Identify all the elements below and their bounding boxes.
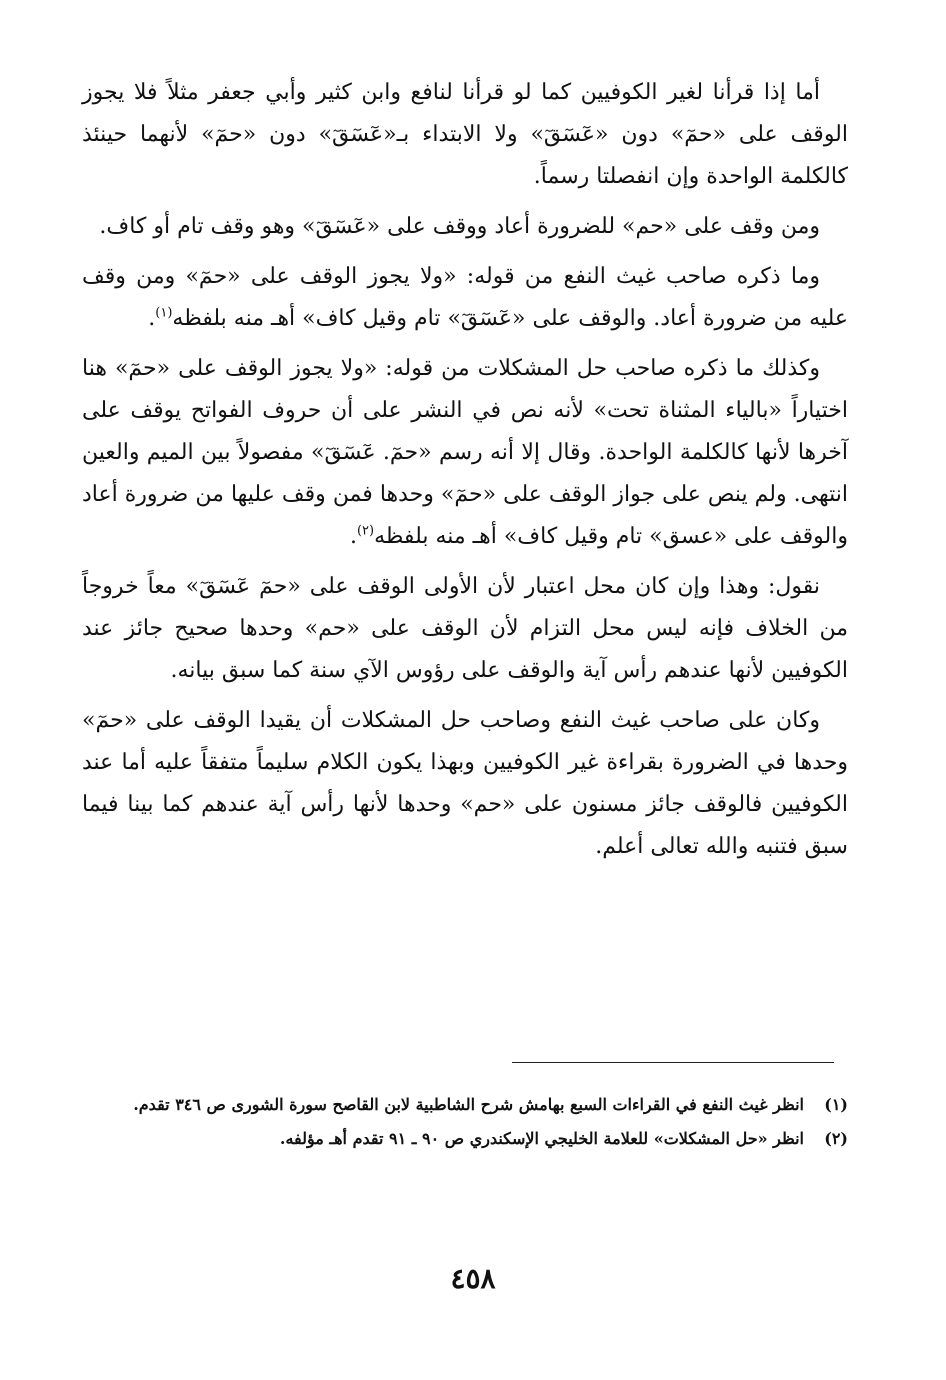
- footnote-1-number: (١): [824, 1095, 848, 1114]
- footnote-2: [82, 1122, 848, 1156]
- paragraph-1: [82, 72, 848, 198]
- paragraph-2-text: ومن وقف على «حم» للضرورة أعاد ووقف على «عٓسٓقٓ» وهو وقف تام أو كاف.: [99, 214, 820, 239]
- paragraph-3: وما ذكره صاحب غيث النفع من قوله: «ولا يجوز الوقف على «حمٓ» ومن وقف عليه من ضرورة أعاد. والوقف على «عٓسٓقٓ» تام وقيل كاف» أهـ منه بلفظه$^{(١)}$.: [82, 264, 848, 331]
- footnote-1-text: انظر غيث النفع في القراءات السبع بهامش شرح الشاطبية لابن القاصح سورة الشورى ص ٣٤٦ تقدم.: [133, 1095, 804, 1114]
- page-number: ٤٥٨: [450, 1262, 496, 1295]
- paragraph-5-text: نقول: وهذا وإن كان محل اعتبار لأن الأولى الوقف على «حمٓ عٓسٓقٓ» معاً خروجاً من الخلاف فإنه ليس محل التزام لأن الوقف على «حم» وحدها صحيح جائز عند الكوفيين لأنها عندهم رأس آية والوقف على رؤوس الآي سنة كما سبق بيانه.: [82, 574, 848, 683]
- paragraph-3-text: وما ذكره صاحب غيث النفع من قوله: «ولا يجوز الوقف على «حمٓ» ومن وقف عليه من ضرورة أعاد. والوقف على «عٓسٓقٓ» تام وقيل كاف» أهـ منه بلفظه: [82, 264, 848, 331]
- footnote-ref-2[interactable]: (٢): [356, 523, 375, 539]
- paragraph-2: [82, 206, 848, 248]
- paragraph-4-text: وكذلك ما ذكره صاحب حل المشكلات من قوله: «ولا يجوز الوقف على «حمٓ» هنا اختياراً «بالياء المثناة تحت» لأنه نص في النشر على أن حروف الفواتح يوقف على آخرها لأنها كالكلمة الواحدة. وقال إلا أنه رسم «حمٓ. عٓسٓقٓ» مفصولاً بين الميم والعين انتهى. ولم ينص على جواز الوقف على «حمٓ» وحدها فمن وقف عليها من ضرورة أعاد والوقف على «عسق» تام وقيل كاف» أهـ منه بلفظه: [82, 356, 848, 549]
- body-text: [82, 72, 848, 876]
- paragraph-6: [82, 700, 848, 868]
- footnote-2-number: (٢): [824, 1129, 848, 1148]
- paragraph-5: [82, 566, 848, 692]
- footnote-ref-1[interactable]: (١): [155, 305, 173, 321]
- footnote-separator: [512, 1062, 834, 1063]
- paragraph-6-text: وكان على صاحب غيث النفع وصاحب حل المشكلات أن يقيدا الوقف على «حمٓ» وحدها في الضرورة بقراءة غير الكوفيين وبهذا يكون الكلام سليماً متفقاً عليه أما عند الكوفيين فالوقف جائز مسنون على «حم» وحدها لأنها رأس آية عندهم كما بينا فيما سبق فتنبه والله تعالى أعلم.: [82, 708, 848, 859]
- paragraph-4: وكذلك ما ذكره صاحب حل المشكلات من قوله: «ولا يجوز الوقف على «حمٓ» هنا اختياراً «بالياء المثناة تحت» لأنه نص في النشر على أن حروف الفواتح يوقف على آخرها لأنها كالكلمة الواحدة. وقال إلا أنه رسم «حمٓ. عٓسٓقٓ» مفصولاً بين الميم والعين انتهى. ولم ينص على جواز الوقف على «حمٓ» وحدها فمن وقف عليها من ضرورة أعاد والوقف على «عسق» تام وقيل كاف» أهـ منه بلفظه$^{(٢)}$.: [82, 356, 848, 549]
- footnotes: [82, 1088, 848, 1156]
- footnote-1: [82, 1088, 848, 1122]
- footnote-2-text: انظر «حل المشكلات» للعلامة الخليجي الإسكندري ص ٩٠ ـ ٩١ تقدم أهـ مؤلفه.: [279, 1129, 804, 1148]
- paragraph-1-text: أما إذا قرأنا لغير الكوفيين كما لو قرأنا لنافع وابن كثير وأبي جعفر مثلاً فلا يجوز الوقف على «حمٓ» دون «عٓسٓقٓ» ولا الابتداء بـ«عٓسٓقٓ» دون «حمٓ» لأنهما حينئذ كالكلمة الواحدة وإن انفصلتا رسماً.: [82, 80, 848, 189]
